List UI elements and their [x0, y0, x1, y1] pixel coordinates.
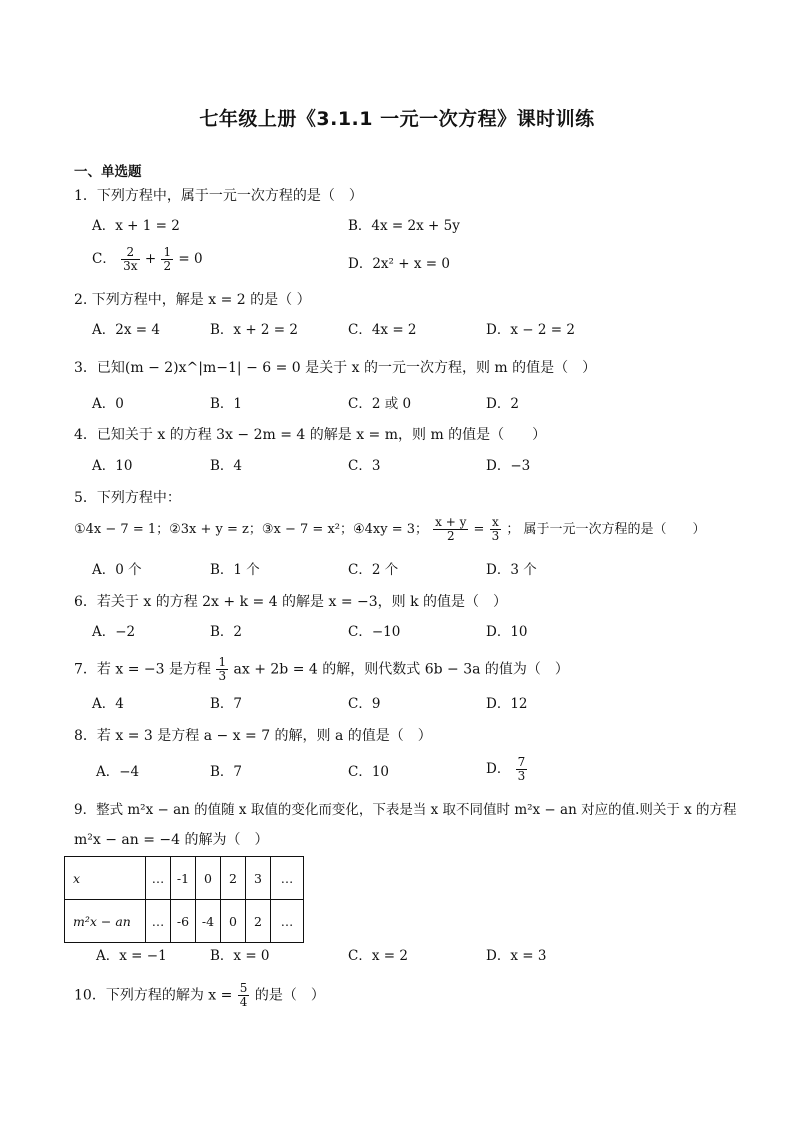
- table-cell: …: [271, 857, 304, 900]
- q3-option-c: C．2 或 0: [348, 396, 412, 412]
- q2-option-a: A．2x = 4: [92, 322, 160, 338]
- table-cell: 3: [246, 857, 271, 900]
- question-7: [74, 656, 569, 683]
- q7-option-b: B．7: [210, 696, 243, 712]
- question-4: 4．已知关于 x 的方程 3x − 2m = 4 的解是 x = m，则 m 的值是（ ）: [74, 427, 547, 443]
- denominator: 3: [491, 529, 500, 543]
- q2-option-d: D．x − 2 = 2: [486, 322, 575, 338]
- q6-option-c: C．−10: [348, 624, 401, 640]
- q4-option-c: C．3: [348, 458, 381, 474]
- table-cell: 2: [221, 857, 246, 900]
- fraction: [216, 656, 228, 683]
- question-1: 1．下列方程中，属于一元一次方程的是（ ）: [74, 188, 363, 204]
- q9-option-c: C．x = 2: [348, 948, 408, 964]
- question-6: 6．若关于 x 的方程 2x + k = 4 的解是 x = −3，则 k 的值是（ ）: [74, 594, 508, 610]
- denominator: 3: [517, 769, 526, 783]
- fraction: [490, 516, 502, 543]
- denominator: 2: [163, 259, 172, 273]
- question-5: 5．下列方程中：: [74, 490, 181, 506]
- table-cell: 0: [221, 900, 246, 943]
- q7-option-d: D．12: [486, 696, 528, 712]
- operator: +: [144, 251, 157, 267]
- question-text: 10．下列方程的解为 x =: [74, 987, 233, 1004]
- q1-option-c: [92, 246, 203, 273]
- numerator: x: [490, 516, 502, 530]
- option-label: D．: [486, 761, 511, 777]
- question-5-equations: [74, 516, 706, 543]
- option-label: C．: [92, 251, 116, 267]
- q6-option-a: A．−2: [92, 624, 136, 640]
- q3-option-b: B．1: [210, 396, 243, 412]
- q2-option-b: B．x + 2 = 2: [210, 322, 299, 338]
- table-cell: -1: [171, 857, 196, 900]
- q4-option-b: B．4: [210, 458, 243, 474]
- table-cell: 2: [246, 900, 271, 943]
- fraction: [161, 246, 173, 273]
- operator: =: [473, 522, 485, 537]
- q4-option-a: A．10: [92, 458, 133, 474]
- question-8: 8．若 x = 3 是方程 a − x = 7 的解，则 a 的值是（ ）: [74, 728, 432, 744]
- equation-tail: = 0: [178, 251, 203, 267]
- table-cell: m²x − an: [65, 900, 146, 943]
- numerator: 7: [517, 755, 526, 769]
- numerator: 5: [239, 981, 248, 995]
- fraction: [238, 982, 250, 1009]
- value-table: [64, 856, 304, 943]
- question-9-continued: m²x − an = −4 的解为（ ）: [74, 832, 269, 848]
- q1-option-a: A．x + 1 = 2: [92, 218, 180, 234]
- q1-option-d: D．2x² + x = 0: [348, 256, 450, 272]
- fraction: [121, 246, 139, 273]
- q1-option-b: B．4x = 2x + 5y: [348, 218, 460, 234]
- table-row: [65, 900, 304, 943]
- table-cell: x: [65, 857, 146, 900]
- table-cell: …: [146, 900, 171, 943]
- question-text: 7．若 x = −3 是方程: [74, 661, 211, 678]
- q6-option-b: B．2: [210, 624, 243, 640]
- q8-option-a: A．−4: [96, 764, 140, 780]
- denominator: 3x: [123, 259, 138, 273]
- q8-option-c: C．10: [348, 764, 390, 780]
- numerator: 1: [218, 655, 227, 669]
- q4-option-d: D．−3: [486, 458, 531, 474]
- question-2: 2. 下列方程中，解是 x = 2 的是（ ）: [74, 292, 311, 308]
- denominator: 3: [218, 669, 227, 683]
- denominator: 4: [239, 995, 248, 1009]
- table-cell: -4: [196, 900, 221, 943]
- question-text: ax + 2b = 4 的解，则代数式 6b − 3a 的值为（ ）: [233, 661, 569, 678]
- table-cell: …: [271, 900, 304, 943]
- q9-option-d: D．x = 3: [486, 948, 547, 964]
- q8-option-b: B．7: [210, 764, 243, 780]
- table-cell: …: [146, 857, 171, 900]
- q3-option-d: D．2: [486, 396, 519, 412]
- question-10: [74, 982, 325, 1009]
- q6-option-d: D．10: [486, 624, 528, 640]
- table-cell: -6: [171, 900, 196, 943]
- q5-option-c: C．2 个: [348, 562, 399, 578]
- equation-list: ①4x − 7 = 1；②3x + y = z；③x − 7 = x²；④4xy = 3；: [74, 522, 429, 537]
- table-row: [65, 857, 304, 900]
- question-3: 3．已知(m − 2)x^|m−1| − 6 = 0 是关于 x 的一元一次方程，则 m 的值是（ ）: [74, 360, 597, 376]
- q9-option-b: B．x = 0: [210, 948, 270, 964]
- q8-option-d: [486, 756, 528, 783]
- q5-option-d: D．3 个: [486, 562, 537, 578]
- question-text: 的是（ ）: [254, 987, 325, 1004]
- q5-option-a: A．0 个: [92, 562, 142, 578]
- table-cell: 0: [196, 857, 221, 900]
- q7-option-c: C．9: [348, 696, 381, 712]
- section-heading: 一、单选题: [74, 164, 142, 180]
- question-9: 9．整式 m²x − an 的值随 x 取值的变化而变化，下表是当 x 取不同值时 m²x − an 对应的值.则关于 x 的方程: [74, 802, 737, 818]
- numerator: x + y: [435, 515, 467, 529]
- page-title: 七年级上册《3.1.1 一元一次方程》课时训练: [199, 108, 595, 130]
- q3-option-a: A．0: [92, 396, 124, 412]
- q7-option-a: A．4: [92, 696, 124, 712]
- q5-option-b: B．1 个: [210, 562, 260, 578]
- q2-option-c: C．4x = 2: [348, 322, 417, 338]
- numerator: 2: [121, 246, 139, 260]
- numerator: 1: [163, 245, 172, 259]
- fraction: [433, 516, 468, 543]
- denominator: 2: [446, 529, 455, 543]
- question-tail: ； 属于一元一次方程的是（ ）: [506, 522, 706, 537]
- q9-option-a: A．x = −1: [96, 948, 167, 964]
- fraction: [516, 756, 528, 783]
